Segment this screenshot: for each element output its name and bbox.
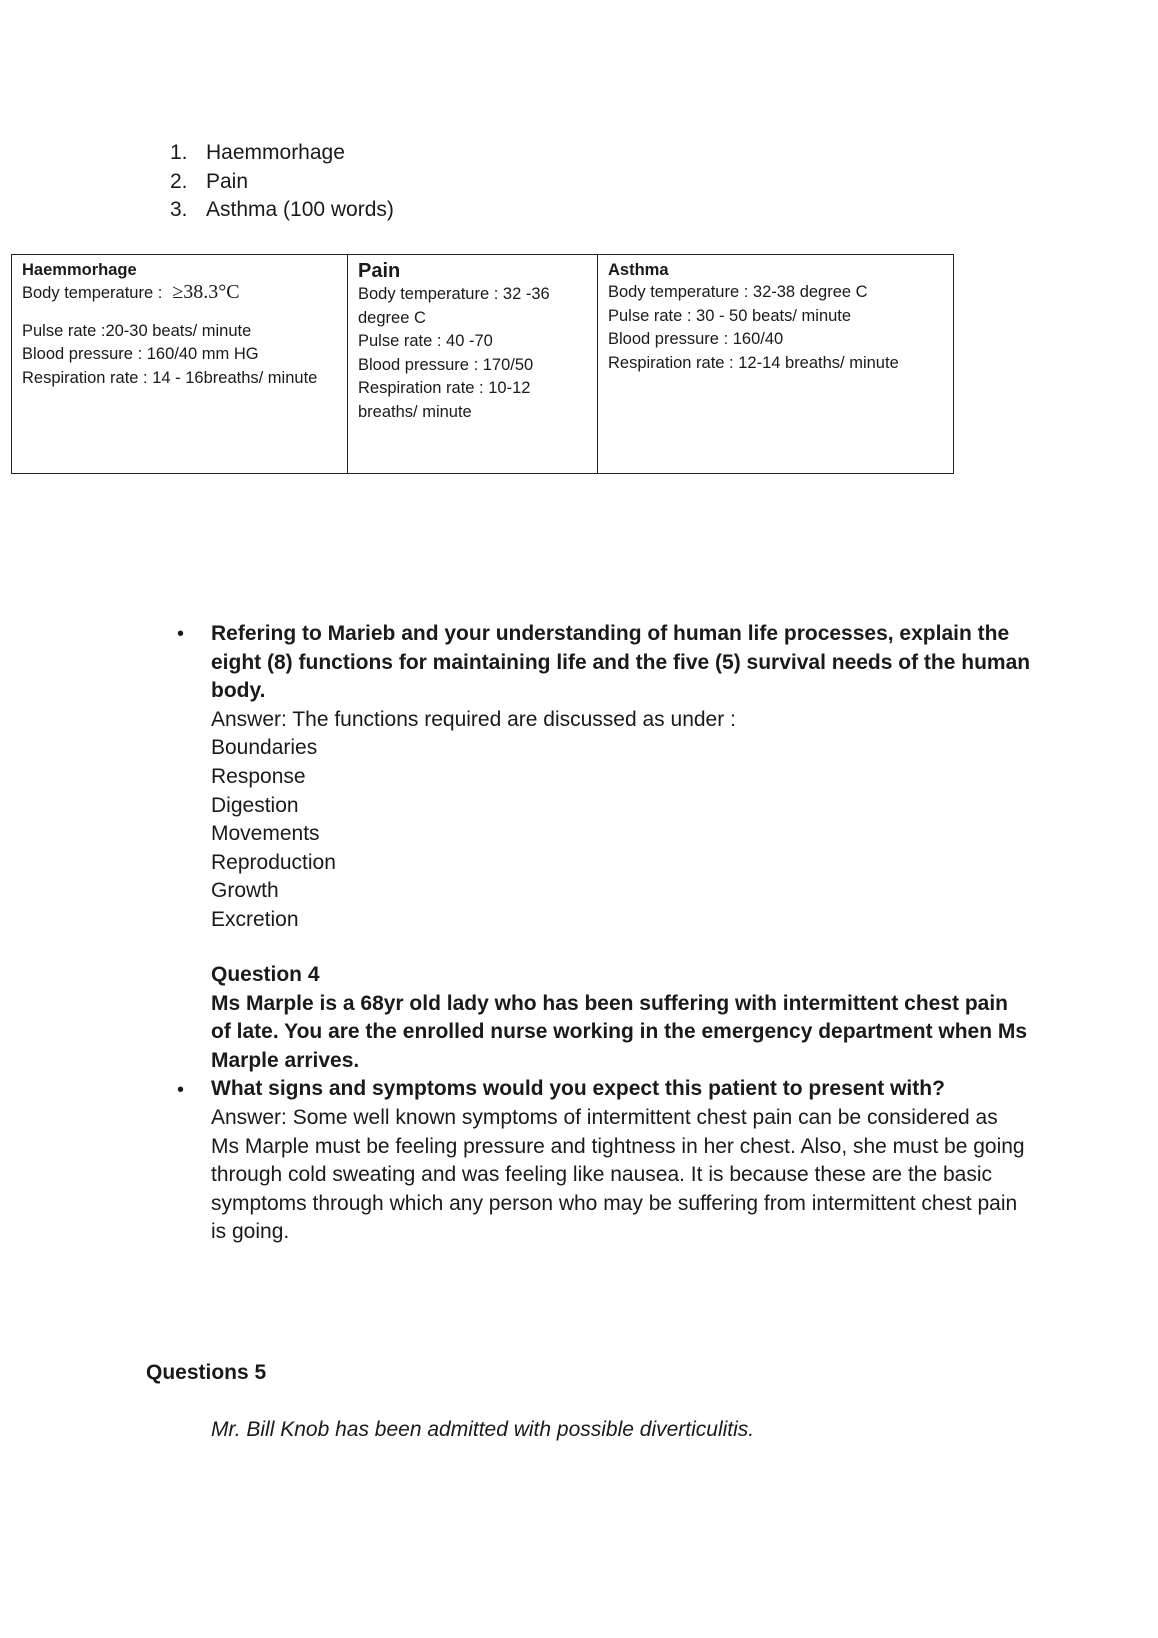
function-item: Boundaries	[211, 736, 318, 760]
list-item: 1. Haemmorhage	[170, 141, 345, 164]
topic-list	[170, 139, 394, 225]
asthma-cell	[598, 255, 954, 474]
vitals-table	[11, 254, 954, 474]
bullet-icon: •	[177, 623, 185, 645]
question4	[211, 961, 1031, 1247]
asthma-resp: Respiration rate : 12-14 breaths/ minute	[608, 353, 899, 372]
question4-scenario: Ms Marple is a 68yr old lady who has been suffering with intermittent chest pain of late. You are the enrolled nurse working in the emergency department when Ms Marple arrives.	[211, 991, 1028, 1072]
question4-answer: Answer: Some well known symptoms of intermittent chest pain can be considered as Ms Marple must be feeling pressure and tightness in her chest. Also, she must be going through cold sweating and was feeling like nausea. It is because these are the basic symptoms through which any person who may be suffering from intermittent chest pain is going.	[211, 1105, 1025, 1244]
haemmorhage-temperature: Body temperature : ≥38.3°C	[22, 281, 240, 303]
function-item: Digestion	[211, 793, 299, 817]
pain-bp: Blood pressure : 170/50	[358, 355, 534, 374]
table-row	[12, 255, 954, 474]
pain-heading: Pain	[358, 260, 401, 282]
asthma-bp: Blood pressure : 160/40	[608, 330, 784, 348]
pain-resp: Respiration rate : 10-12 breaths/ minute	[358, 379, 531, 421]
section1	[211, 620, 1031, 935]
question4-title: Question 4	[211, 963, 320, 986]
function-item: Growth	[211, 879, 279, 903]
question5-scenario: Mr. Bill Knob has been admitted with possible diverticulitis.	[211, 1418, 755, 1441]
function-item: Response	[211, 764, 306, 788]
bullet-icon: •	[177, 1079, 185, 1101]
pain-cell	[348, 255, 598, 474]
asthma-pulse: Pulse rate : 30 - 50 beats/ minute	[608, 306, 852, 325]
function-item: Movements	[211, 822, 320, 846]
haemmorhage-bp: Blood pressure : 160/40 mm HG	[22, 345, 259, 363]
asthma-temperature: Body temperature : 32-38 degree C	[608, 283, 868, 301]
pain-temperature: Body temperature : 32 -36 degree C	[358, 285, 550, 327]
section1-answer-intro: Answer: The functions required are discussed as under :	[211, 707, 736, 731]
list-item: 2. Pain	[170, 169, 249, 193]
haemmorhage-pulse: Pulse rate :20-30 beats/ minute	[22, 321, 252, 340]
function-item: Reproduction	[211, 850, 336, 874]
asthma-heading: Asthma	[608, 261, 669, 279]
list-item: 3. Asthma (100 words)	[170, 198, 394, 222]
pain-pulse: Pulse rate : 40 -70	[358, 332, 493, 350]
question5-title: Questions 5	[146, 1361, 267, 1384]
question4-prompt: What signs and symptoms would you expect this patient to present with?	[211, 1077, 945, 1101]
haemmorhage-cell	[12, 255, 348, 474]
haemmorhage-heading: Haemmorhage	[22, 261, 137, 279]
section1-question: Refering to Marieb and your understanding of human life processes, explain the eight (8) functions for maintaining life and the five (5) survival needs of the human body.	[211, 622, 1031, 703]
haemmorhage-resp: Respiration rate : 14 - 16breaths/ minute	[22, 368, 318, 387]
function-item: Excretion	[211, 907, 299, 931]
